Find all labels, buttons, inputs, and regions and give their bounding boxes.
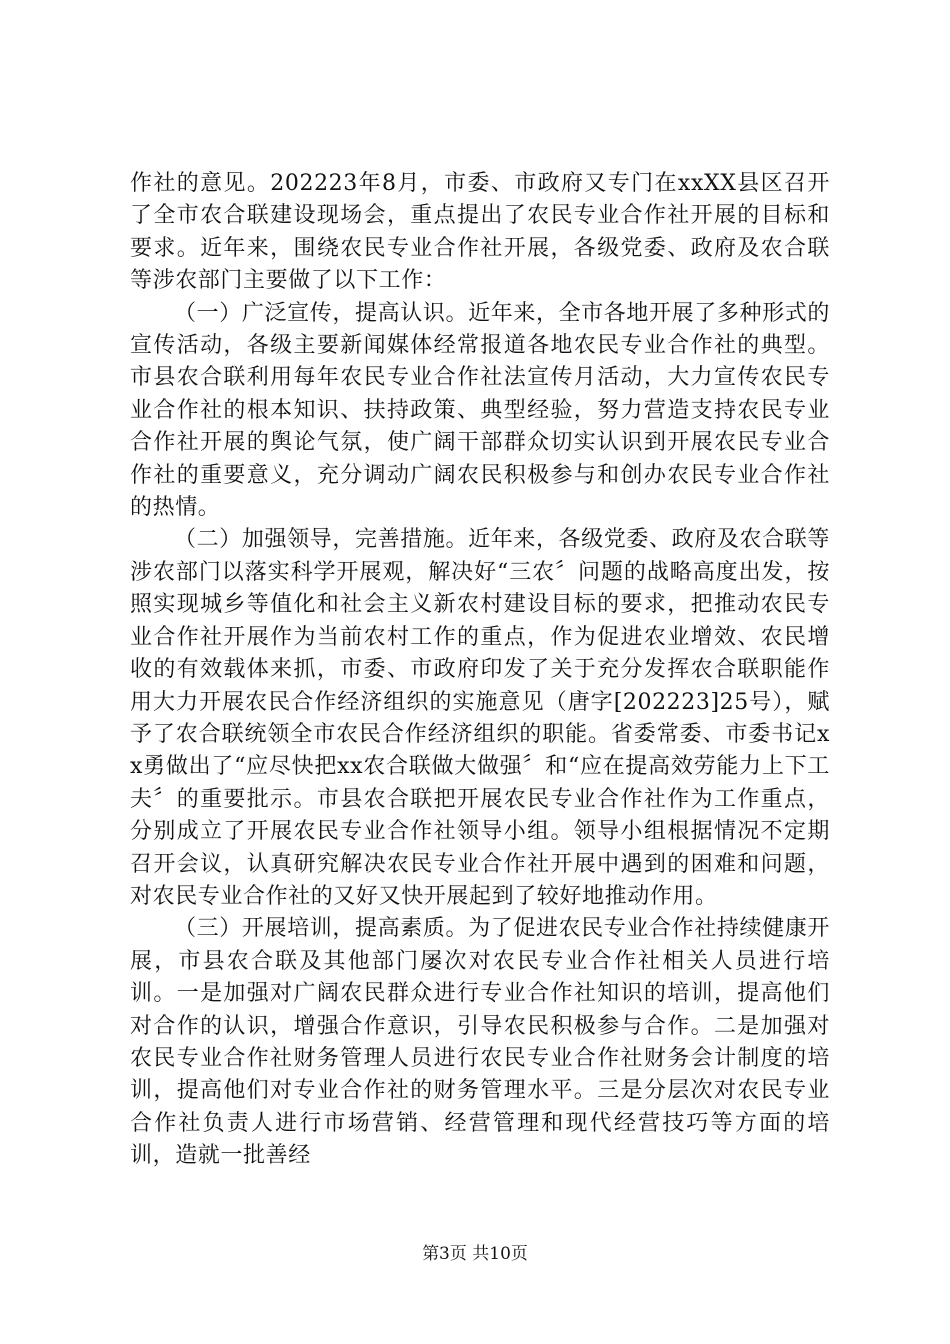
page-footer: 第3页 共10页 xyxy=(422,1244,528,1264)
paragraph-publicity: （一）广泛宣传，提高认识。近年来，全市各地开展了多种形式的宣传活动，各级主要新闻媒体经常报道各地农民专业合作社的典型。市县农合联利用每年农民专业合作社法宣传月活动，大力宣传农民专业合作社的根本知识、扶持政策、典型经验，努力营造支持农民专业合作社开展的舆论气氛，使广阔干部群众切实认识到开展农民专业合作社的重要意义，充分调动广阔农民积极参与和创办农民专业合作社的热情。 xyxy=(130,300,830,521)
paragraph-training: （三）开展培训，提高素质。为了促进农民专业合作社持续健康开展，市县农合联及其他部门屡次对农民专业合作社相关人员进行培训。一是加强对广阔农民群众进行专业合作社知识的培训，提高他们对合作的认识，增强合作意识，引导农民积极参与合作。二是加强对农民专业合作社财务管理人员进行农民专业合作社财务会计制度的培训，提高他们对专业合作社的财务管理水平。三是分层次对农民专业合作社负责人进行市场营销、经营管理和现代经营技巧等方面的培训，造就一批善经 xyxy=(130,916,830,1169)
document-body xyxy=(130,168,830,1173)
paragraph-leadership: （二）加强领导，完善措施。近年来，各级党委、政府及农合联等涉农部门以落实科学开展观，解决好“三农〞问题的战略高度出发，按照实现城乡等值化和社会主义新农村建设目标的要求，把推动农民专业合作社开展作为当前农村工作的重点，作为促进农业增效、农民增收的有效载体来抓，市委、市政府印发了关于充分发挥农合联职能作用大力开展农民合作经济组织的实施意见（唐字[202223]25号），赋予了农合联统领全市农民合作经济组织的职能。省委常委、市委书记xx勇做出了“应尽快把xx农合联做大做强〞和“应在提高效劳能力上下工夫〞的重要批示。市县农合联把开展农民专业合作社作为工作重点，分别成立了开展农民专业合作社领导小组。领导小组根据情况不定期召开会议，认真研究解决农民专业合作社开展中遇到的困难和问题，对农民专业合作社的又好又快开展起到了较好地推动作用。 xyxy=(130,527,830,909)
paragraph-intro: 作社的意见。202223年8月，市委、市政府又专门在xxXX县区召开了全市农合联建设现场会，重点提出了农民专业合作社开展的目标和要求。近年来，围绕农民专业合作社开展，各级党委、政府及农合联等涉农部门主要做了以下工作： xyxy=(130,171,830,294)
